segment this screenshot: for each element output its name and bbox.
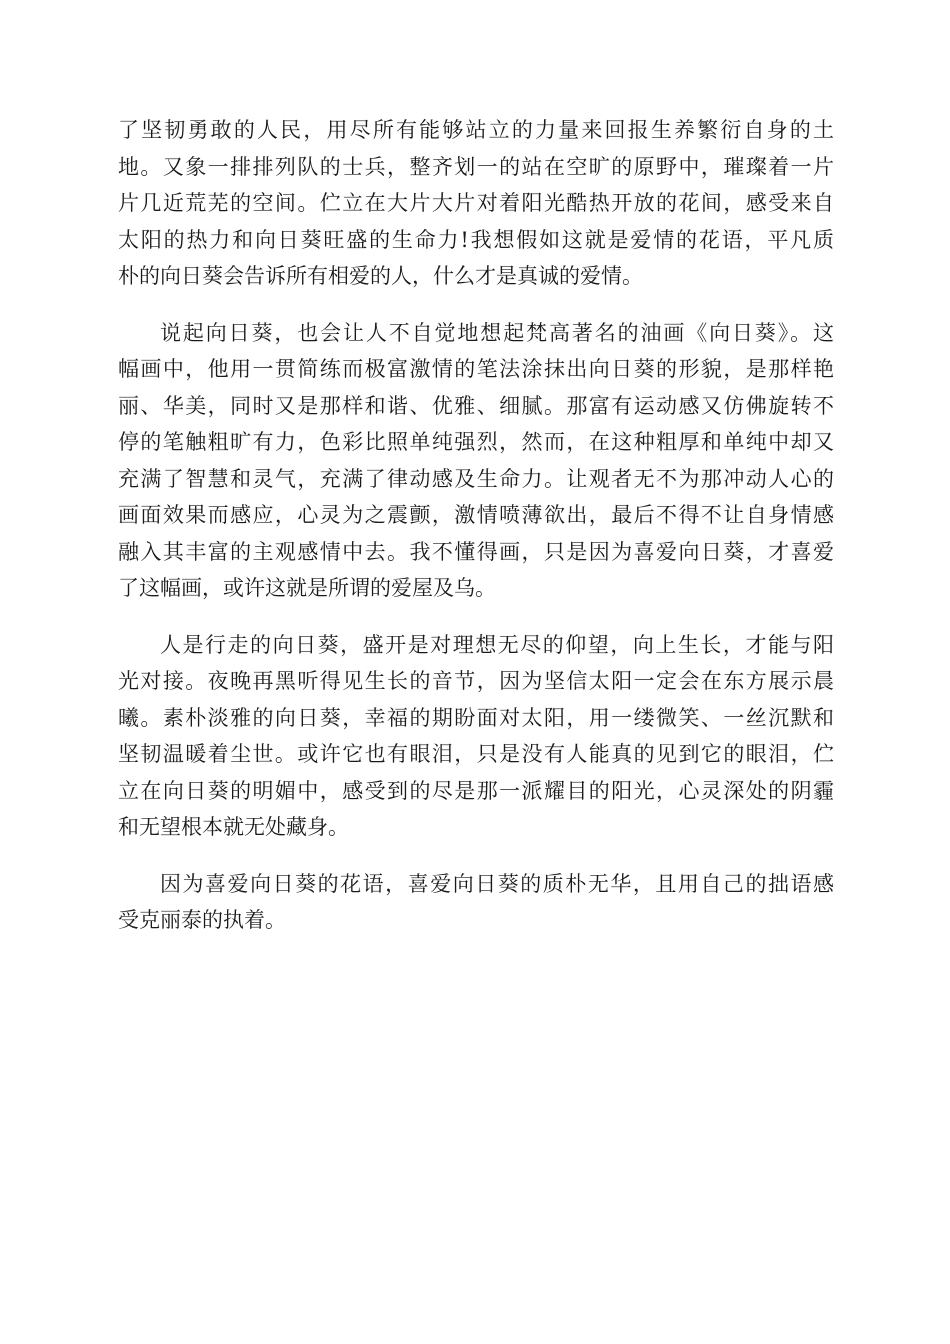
text-line: 坚韧温暖着尘世。或许它也有眼泪，只是没有人能真的见到它的眼泪，伫: [118, 742, 834, 766]
text-line: 充满了智慧和灵气，充满了律动感及生命力。让观者无不为那冲动人心的: [118, 466, 834, 491]
text-line: 太阳的热力和向日葵旺盛的生命力!我想假如这就是爱情的花语，平凡质: [118, 227, 834, 252]
text-line: 了这幅画，或许这就是所谓的爱屋及乌。: [118, 576, 496, 600]
text-line: 片几近荒芜的空间。伫立在大片大片对着阳光酷热开放的花间，感受来自: [118, 191, 834, 215]
text-line: 和无望根本就无处藏身。: [118, 815, 349, 839]
text-line: 受克丽泰的执着。: [118, 908, 286, 932]
paragraph-4: [118, 866, 834, 939]
text-line: 人是行走的向日葵，盛开是对理想无尽的仰望，向上生长，才能与阳: [160, 632, 834, 657]
paragraph-2: [118, 315, 834, 607]
paragraph-3: [118, 627, 834, 846]
text-line: 了坚韧勇敢的人民，用尽所有能够站立的力量来回报生养繁衍自身的土: [118, 118, 834, 142]
text-line: 光对接。夜晚再黑听得见生长的音节，因为坚信太阳一定会在东方展示晨: [118, 669, 834, 693]
document-body: [118, 112, 834, 959]
text-line: 融入其丰富的主观感情中去。我不懂得画，只是因为喜爱向日葵，才喜爱: [118, 539, 834, 564]
text-line: 曦。素朴淡雅的向日葵，幸福的期盼面对太阳，用一缕微笑、一丝沉默和: [118, 705, 834, 730]
text-line: 立在向日葵的明媚中，感受到的尽是那一派耀目的阳光，心灵深处的阴霾: [118, 778, 834, 803]
text-line: 朴的向日葵会告诉所有相爱的人，什么才是真诚的爱情。: [118, 264, 643, 288]
text-line: 停的笔触粗旷有力，色彩比照单纯强烈，然而，在这种粗厚和单纯中却又: [118, 430, 834, 454]
text-line: 说起向日葵，也会让人不自觉地想起梵高著名的油画《向日葵》。这: [160, 320, 834, 345]
paragraph-1: [118, 112, 834, 295]
text-line: 幅画中，他用一贯简练而极富激情的笔法涂抹出向日葵的形貌，是那样艳: [118, 357, 834, 381]
text-line: 因为喜爱向日葵的花语，喜爱向日葵的质朴无华，且用自己的拙语感: [160, 871, 834, 896]
text-line: 画面效果而感应，心灵为之震颤，激情喷薄欲出，最后不得不让自身情感: [118, 503, 834, 527]
text-line: 丽、华美，同时又是那样和谐、优雅、细腻。那富有运动感又仿佛旋转不: [118, 393, 834, 418]
text-line: 地。又象一排排列队的士兵，整齐划一的站在空旷的原野中，璀璨着一片: [118, 154, 834, 179]
